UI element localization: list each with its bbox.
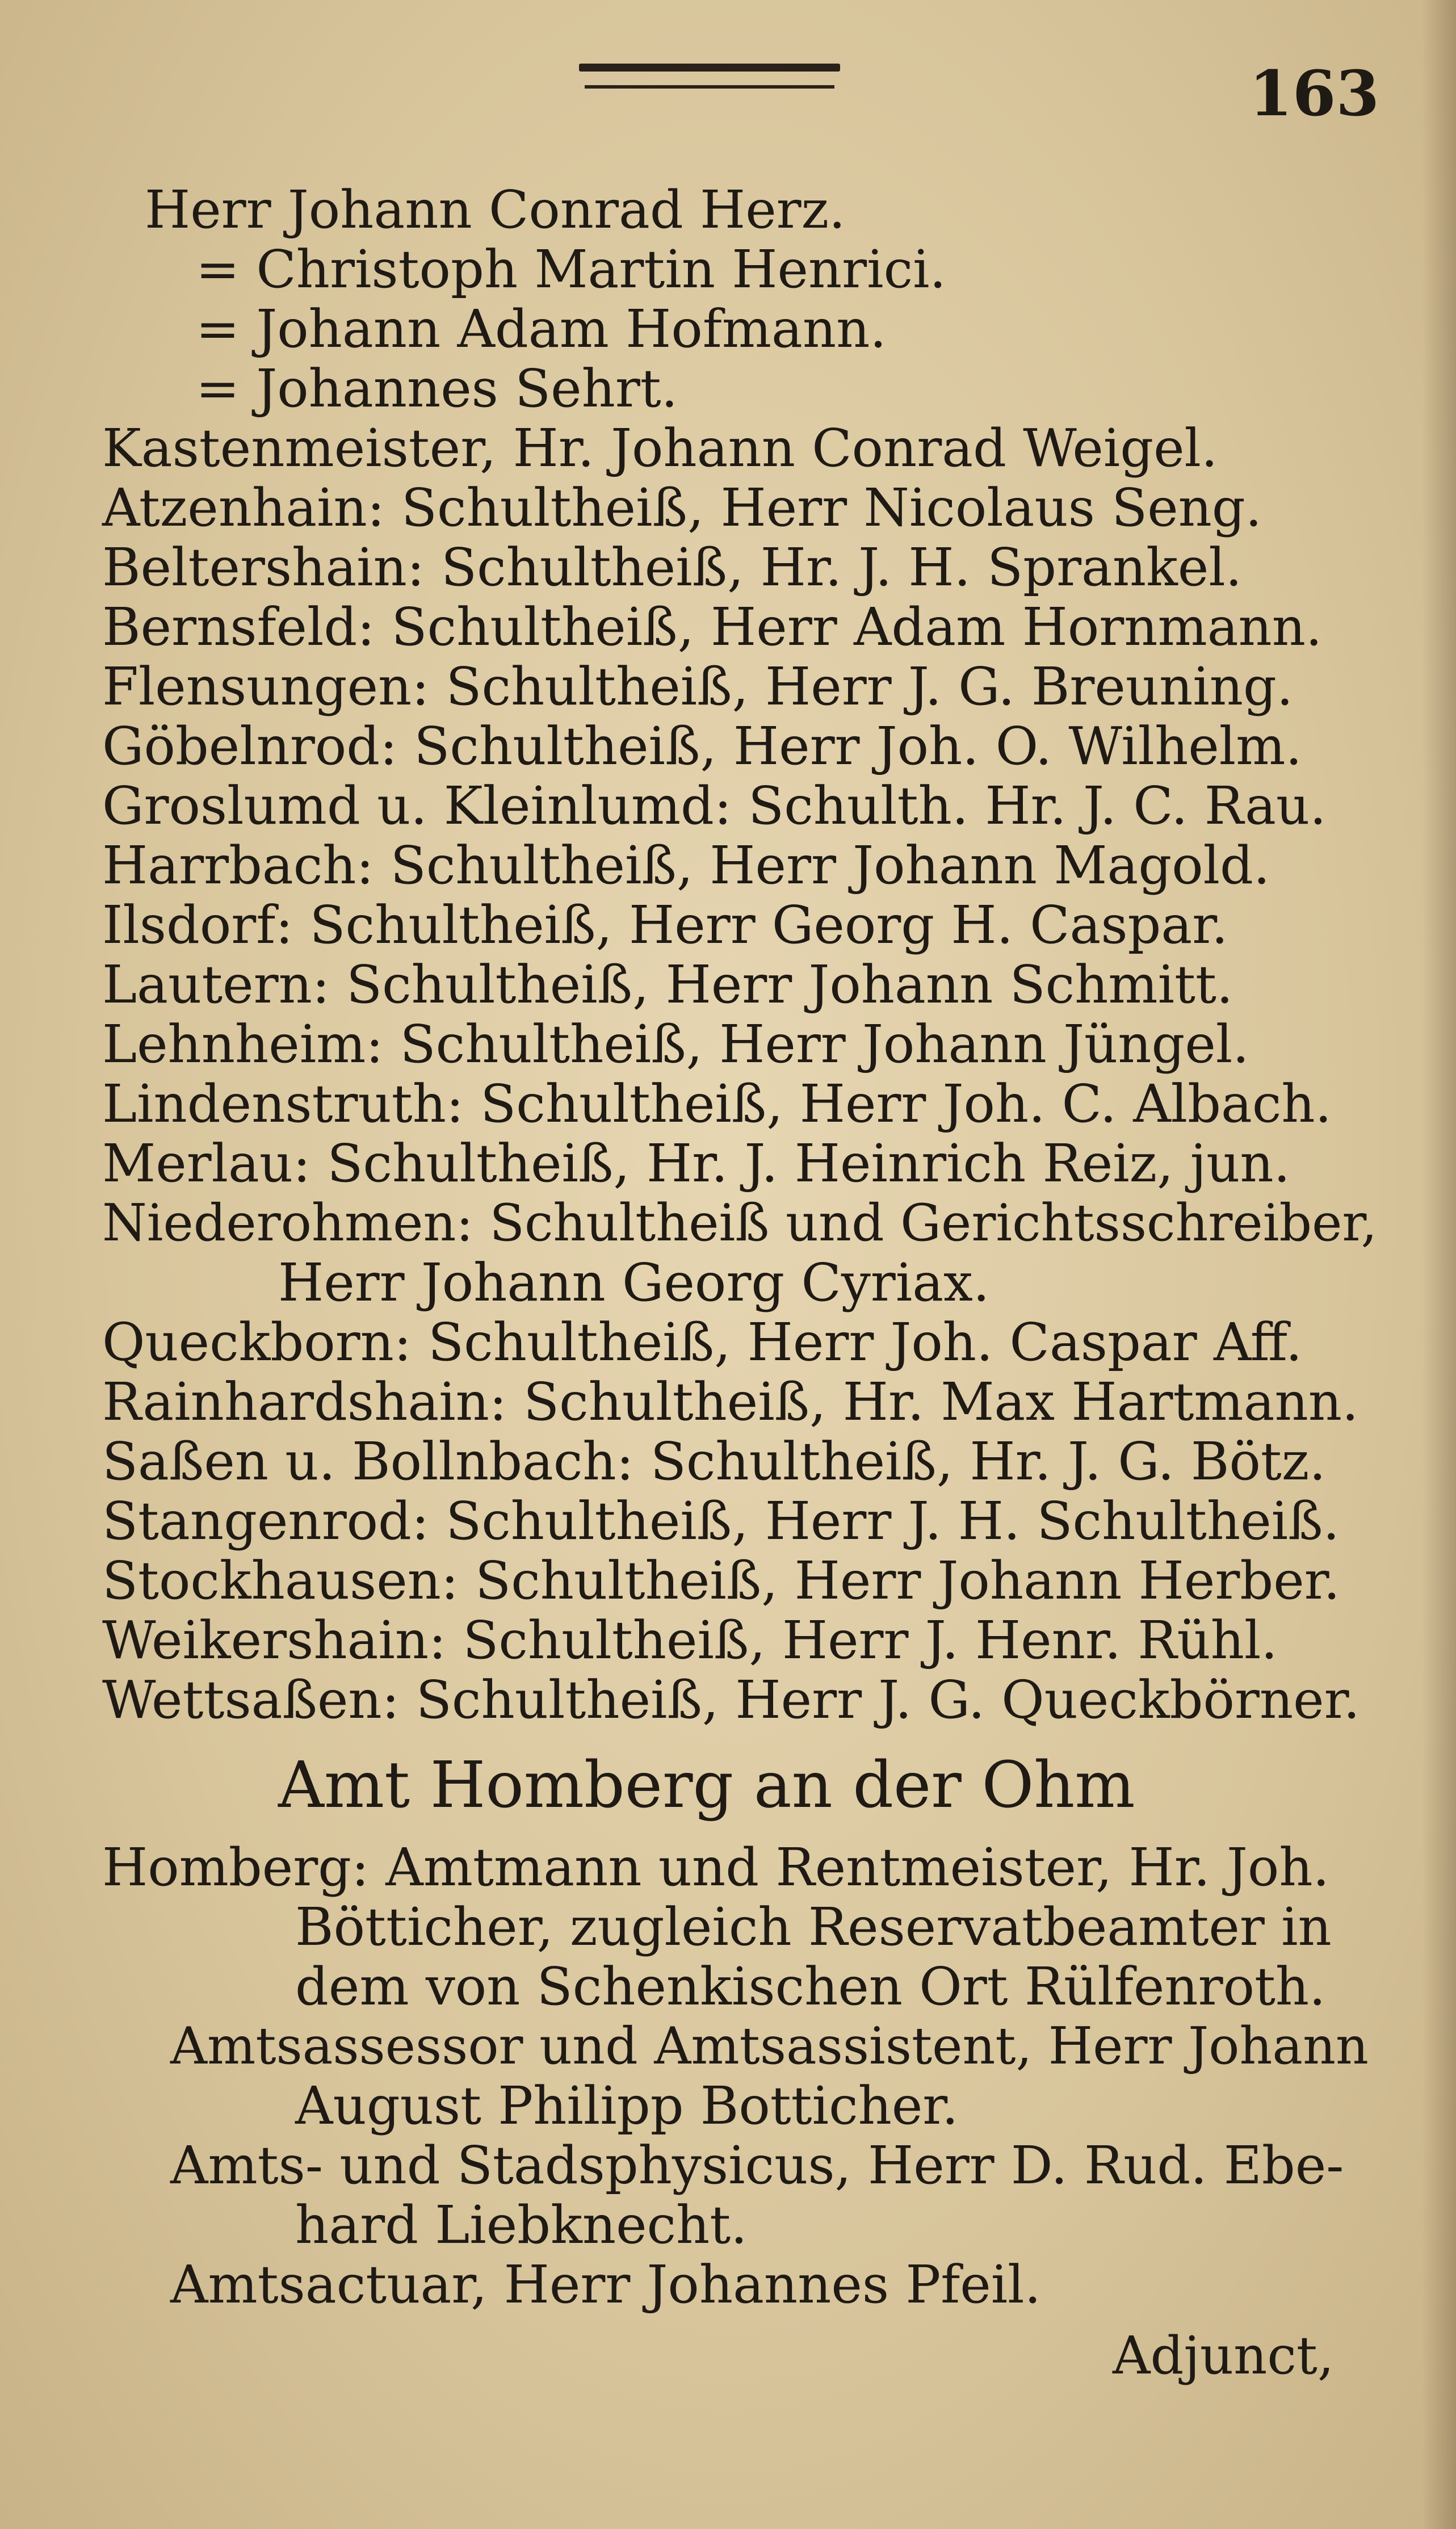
- section-line: Bötticher, zugleich Reservatbeamter in: [295, 1897, 1332, 1957]
- entry-line: Herr Johann Georg Cyriax.: [278, 1252, 990, 1313]
- header-ornament: [579, 64, 840, 98]
- section-line: Homberg: Amtmann und Rentmeister, Hr. Joh.: [102, 1837, 1329, 1898]
- section-line: August Philipp Botticher.: [295, 2075, 959, 2136]
- entry-line: Niederohmen: Schultheiß und Gerichtsschreiber,: [102, 1193, 1378, 1253]
- entry-line: Beltershain: Schultheiß, Hr. J. H. Sprankel.: [102, 537, 1243, 598]
- entry-line: Weikershain: Schultheiß, Herr J. Henr. Rühl.: [102, 1610, 1278, 1671]
- entry-line: Groslumd u. Kleinlumd: Schulth. Hr. J. C. Rau.: [102, 775, 1327, 836]
- page-edge-shadow: [1422, 0, 1456, 2529]
- page-number: 163: [1249, 57, 1379, 130]
- entry-line: Lehnheim: Schultheiß, Herr Johann Jüngel.: [102, 1014, 1249, 1075]
- entry-line: Merlau: Schultheiß, Hr. J. Heinrich Reiz, jun.: [102, 1133, 1290, 1194]
- entry-line: Saßen u. Bollnbach: Schultheiß, Hr. J. G. Bötz.: [102, 1431, 1326, 1492]
- section-line: hard Liebknecht.: [295, 2195, 748, 2255]
- entry-line: Wettsaßen: Schultheiß, Herr J. G. Queckbörner.: [102, 1670, 1360, 1730]
- entry-line: Stangenrod: Schultheiß, Herr J. H. Schultheiß.: [102, 1491, 1340, 1551]
- entry-line: Bernsfeld: Schultheiß, Herr Adam Hornmann.: [102, 597, 1323, 657]
- entry-line: Queckborn: Schultheiß, Herr Joh. Caspar Aff.: [102, 1312, 1303, 1373]
- entry-line: Lautern: Schultheiß, Herr Johann Schmitt.: [102, 954, 1233, 1015]
- section-line: Amts- und Stadsphysicus, Herr D. Rud. Ebe-: [170, 2135, 1344, 2196]
- entry-line: Kastenmeister, Hr. Johann Conrad Weigel.: [102, 418, 1218, 479]
- entry-line: Lindenstruth: Schultheiß, Herr Joh. C. Albach.: [102, 1073, 1332, 1134]
- section-heading: Amt Homberg an der Ohm: [278, 1748, 1135, 1822]
- ornament-bar-thin: [585, 85, 834, 89]
- entry-line: = Johannes Sehrt.: [196, 358, 678, 419]
- entry-line: Harrbach: Schultheiß, Herr Johann Magold.: [102, 835, 1270, 896]
- entry-line: Atzenhain: Schultheiß, Herr Nicolaus Seng.: [102, 477, 1262, 538]
- section-line: Amtsassessor und Amtsassistent, Herr Johann: [170, 2016, 1369, 2076]
- catchword: Adjunct,: [1113, 2325, 1335, 2386]
- entry-line: Rainhardshain: Schultheiß, Hr. Max Hartmann.: [102, 1372, 1359, 1432]
- ornament-bar-thick: [579, 64, 840, 72]
- entry-line: Herr Johann Conrad Herz.: [145, 179, 846, 240]
- entry-line: Ilsdorf: Schultheiß, Herr Georg H. Caspar.: [102, 895, 1228, 955]
- section-line: dem von Schenkischen Ort Rülfenroth.: [295, 1956, 1326, 2017]
- entry-line: Göbelnrod: Schultheiß, Herr Joh. O. Wilhelm.: [102, 716, 1302, 777]
- entry-line: = Johann Adam Hofmann.: [196, 299, 887, 359]
- entry-line: Flensungen: Schultheiß, Herr J. G. Breuning.: [102, 656, 1294, 717]
- entry-line: = Christoph Martin Henrici.: [196, 239, 946, 300]
- entry-line: Stockhausen: Schultheiß, Herr Johann Herber.: [102, 1550, 1340, 1611]
- section-line: Amtsactuar, Herr Johannes Pfeil.: [170, 2254, 1041, 2315]
